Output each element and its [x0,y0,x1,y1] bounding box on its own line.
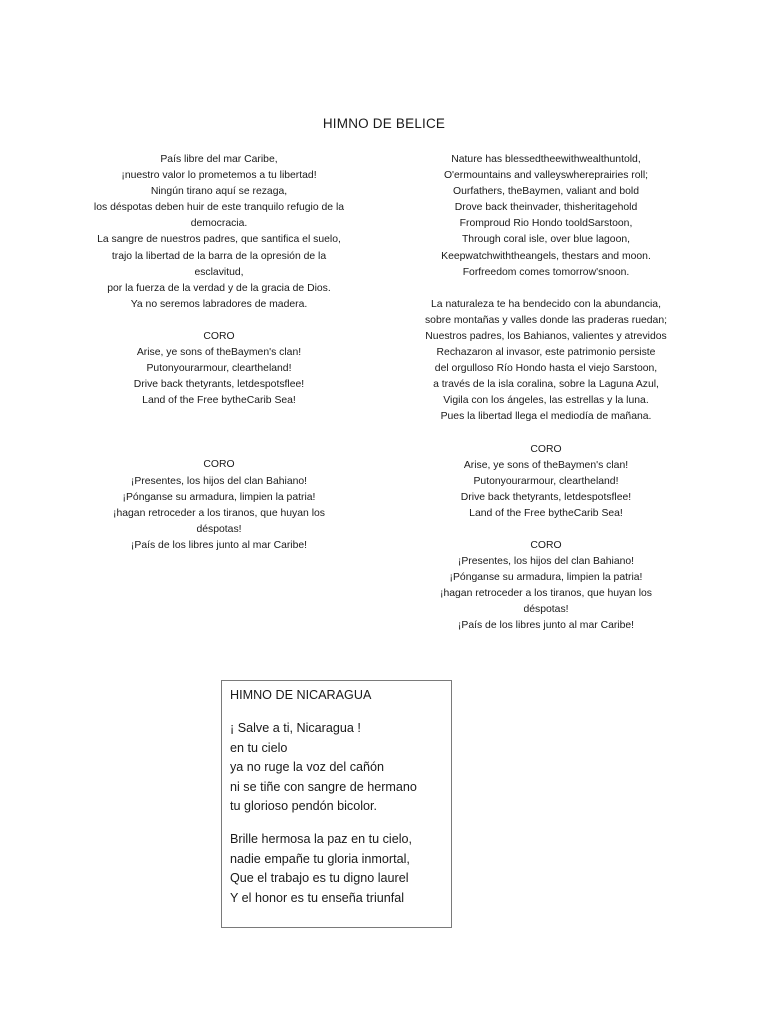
verse-line: Rechazaron al invasor, este patrimonio persiste [436,347,656,359]
stanza-line: Que el trabajo es tu digno laurel [230,871,409,886]
verse-line: La sangre de nuestros padres, que santifica el suelo, [97,234,341,246]
verse-line: por la fuerza de la verdad y de la gracia de Dios. [107,282,331,294]
verse-line: Ya no seremos labradores de madera. [130,298,308,310]
chorus-heading: CORO [530,443,562,455]
chorus-heading: CORO [203,330,235,342]
chorus-line: Drive back thetyrants, letdespotsflee! [133,379,305,391]
right-verse-1 [405,152,687,281]
verse-line: Nuestros padres, los Bahianos, valientes y atrevidos [425,330,667,342]
verse-line: Vigila con los ángeles, las estrellas y la luna. [443,395,649,407]
belice-left-column [78,152,360,554]
verse-line: Fromproud Rio Hondo tooldSarstoon, [459,218,633,230]
stanza-gap [405,281,687,297]
verse-line: Ourfathers, theBaymen, valiant and bold [453,186,639,198]
chorus-line: ¡País de los libres junto al mar Caribe! [130,539,308,551]
left-verse-1 [78,152,360,313]
stanza-line: ¡ Salve a ti, Nicaragua ! [230,721,361,736]
stanza-gap [230,705,451,719]
stanza-line: Brille hermosa la paz en tu cielo, [230,832,413,847]
chorus-line: Land of the Free bytheCarib Sea! [142,395,296,407]
verse-line: trajo la libertad de la barra de la opresión de la [111,250,327,262]
nicaragua-anthem-box [221,680,452,928]
stanza-line: tu glorioso pendón bicolor. [230,799,378,814]
chorus-heading: CORO [203,459,235,471]
verse-line: O'ermountains and valleyswhereprairies roll; [443,170,649,182]
verse-line: Pues la libertad llega el mediodía de mañana. [440,411,652,423]
verse-line: Nature has blessedtheewithwealthuntold, [451,154,641,165]
right-verse-2 [405,297,687,426]
verse-line: del orgulloso Río Hondo hasta el viejo Sarstoon, [434,363,658,375]
chorus-line: Arise, ye sons of theBaymen's clan! [136,347,302,359]
chorus-line: déspotas! [523,604,569,616]
stanza-gap [78,313,360,329]
verse-line: Ningún tirano aquí se rezaga, [150,186,288,198]
left-chorus-1 [78,329,360,409]
verse-line: País libre del mar Caribe, [160,154,278,165]
verse-line: ¡nuestro valor lo prometemos a tu libertad! [121,170,317,182]
right-chorus-2 [405,538,687,635]
verse-line: Through coral isle, over blue lagoon, [461,234,631,246]
chorus-line: Arise, ye sons of theBaymen's clan! [463,459,629,471]
verse-line: esclavitud, [194,266,244,278]
chorus-line: ¡País de los libres junto al mar Caribe! [457,620,635,632]
chorus-heading: CORO [530,539,562,551]
stanza-gap [78,409,360,457]
verse-line: los déspotas deben huir de este tranquilo refugio de la [93,202,345,214]
belice-right-column [405,152,687,635]
chorus-line: Putonyourarmour, cleartheland! [473,475,619,487]
stanza-line: ya no ruge la voz del cañón [230,760,385,775]
chorus-line: ¡Pónganse su armadura, limpien la patria! [449,572,643,584]
chorus-line: Land of the Free bytheCarib Sea! [469,507,623,519]
verse-line: La naturaleza te ha bendecido con la abundancia, [431,298,661,310]
chorus-line: Drive back thetyrants, letdespotsflee! [460,491,632,503]
chorus-line: déspotas! [196,523,242,535]
verse-line: Forfreedom comes tomorrow'snoon. [462,266,630,278]
verse-line: a través de la isla coralina, sobre la Laguna Azul, [433,379,659,391]
stanza-gap [405,426,687,442]
stanza-line: ni se tiñe con sangre de hermano [230,779,417,794]
chorus-line: ¡Presentes, los hijos del clan Bahiano! [457,556,635,568]
stanza-line: nadie empañe tu gloria inmortal, [230,851,410,866]
stanza-line: en tu cielo [230,740,288,755]
chorus-line: ¡Presentes, los hijos del clan Bahiano! [130,475,308,487]
chorus-line: ¡Pónganse su armadura, limpien la patria! [122,491,316,503]
chorus-line: ¡hagan retroceder a los tiranos, que huyan los [440,588,652,600]
verse-line: Drove back theinvader, thisheritagehold [454,202,638,214]
chorus-line: Putonyourarmour, cleartheland! [146,363,292,375]
stanza-gap [405,522,687,538]
left-chorus-2 [78,457,360,554]
chorus-line: ¡hagan retroceder a los tiranos, que huyan los [113,507,325,519]
verse-line: Keepwatchwiththeangels, thestars and moon. [441,250,651,262]
verse-line: sobre montañas y valles donde las praderas ruedan; [424,314,668,326]
stanza-line: Y el honor es tu enseña triunfal [230,890,405,905]
right-chorus-1 [405,442,687,522]
belice-title: HIMNO DE BELICE [322,116,446,131]
stanza-gap [230,816,451,830]
nicaragua-title: HIMNO DE NICARAGUA [230,688,372,702]
verse-line: democracia. [190,218,248,230]
